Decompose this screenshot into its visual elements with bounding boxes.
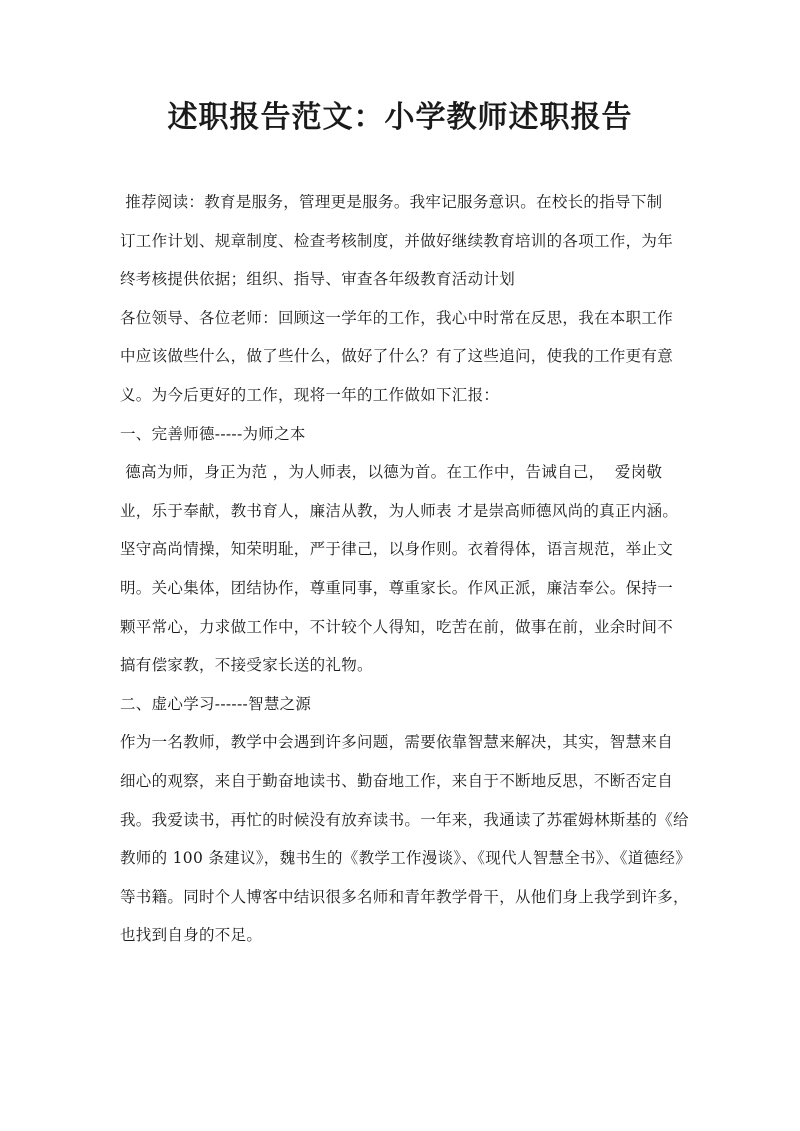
text-line: 推荐阅读：教育是服务，管理更是服务。我牢记服务意识。在校长的指导下制 xyxy=(120,193,663,211)
text-line: 义。为今后更好的工作，现将一年的工作做如下汇报： xyxy=(120,385,500,404)
text-line: 颗平常心，力求做工作中，不计较个人得知，吃苦在前，做事在前，业余时间不 xyxy=(120,617,674,636)
section-heading-2: 二、虚心学习------智慧之源 xyxy=(120,694,312,713)
text-line: 中应该做些什么，做了些什么，做好了什么？有了这些追问，使我的工作更有意 xyxy=(120,347,674,366)
text-line: 终考核提供依据；组织、指导、审查各年级教育活动计划 xyxy=(120,270,516,289)
text-line: 德高为师，身正为范 ，为人师表，以德为首。在工作中，告诫自己， 爱岗敬 xyxy=(120,463,663,482)
text-line: 坚守高尚情操，知荣明耻，严于律己，以身作则。衣着得体，语言规范，举止文 xyxy=(120,540,674,559)
text-line: 细心的观察，来自于勤奋地读书、勤奋地工作，来自于不断地反思，不断否定自 xyxy=(120,771,674,790)
text-line: 教师的 100 条建议》，魏书生的《教学工作漫谈》、《现代人智慧全书》、《道德经》 xyxy=(120,849,691,868)
text-line: 作为一名教师，教学中会遇到许多问题，需要依靠智慧来解决，其实，智慧来自 xyxy=(120,733,674,752)
text-line: 明。关心集体，团结协作，尊重同事，尊重家长。作风正派，廉洁奉公。保持一 xyxy=(120,578,674,597)
document-title: 述职报告范文：小学教师述职报告 xyxy=(167,100,633,135)
document-body xyxy=(120,183,691,955)
text-line: 也找到自身的不足。 xyxy=(120,926,263,945)
section-heading-1: 一、完善师德-----为师之本 xyxy=(120,424,306,443)
text-line: 各位领导、各位老师：回顾这一学年的工作，我心中时常在反思，我在本职工作 xyxy=(120,308,674,327)
text-line: 订工作计划、规章制度、检查考核制度，并做好继续教育培训的各项工作，为年 xyxy=(120,231,674,250)
text-line: 搞有偿家教，不接受家长送的礼物。 xyxy=(120,656,373,675)
text-line: 我。我爱读书，再忙的时候没有放弃读书。一年来，我通读了苏霍姆林斯基的《给 xyxy=(120,810,689,829)
text-line: 等书籍。同时个人博客中结识很多名师和青年教学骨干，从他们身上我学到许多， xyxy=(120,887,689,906)
text-line: 业，乐于奉献，教书育人，廉洁从教，为人师表 才是崇高师德风尚的真正内涵。 xyxy=(120,501,679,520)
